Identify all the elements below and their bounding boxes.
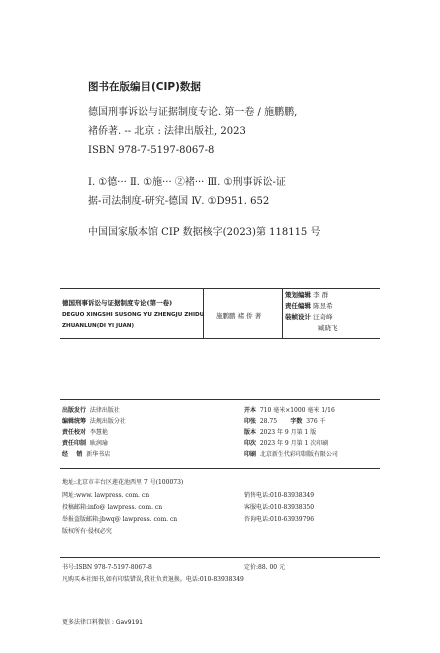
role-designer: 装帧设计 汪奇峰 bbox=[285, 313, 333, 321]
cip-isbn: ISBN 978-7-5197-8067-8 bbox=[88, 145, 215, 156]
role-planning-editor: 策划编辑 李 群 bbox=[285, 291, 329, 299]
role-designer-2: 臧晓飞 bbox=[318, 324, 338, 332]
contact-inquiry-phone: 咨询电话:010-63939796 bbox=[244, 516, 315, 523]
cip-verify: 中国国家版本馆 CIP 数据核字(2023)第 118115 号 bbox=[88, 227, 321, 238]
publish-row-format: 开本 710 毫米×1000 毫米 1/16 bbox=[244, 407, 335, 414]
publish-row-impression: 印次 2023 年 9 月第 1 次印刷 bbox=[244, 440, 329, 447]
publish-row-printer: 印刷 北京新生代彩印制版有限公司 bbox=[244, 451, 338, 458]
publish-row-proofreader: 责任校对 李慧艳 bbox=[62, 429, 108, 436]
book-pinyin-2: ZHUANLUN(DI YI JUAN) bbox=[62, 323, 135, 329]
contact-piracy-email: 举报盗版邮箱:jbwq@ lawpress. com. cn bbox=[62, 516, 178, 523]
footer-top-rule bbox=[60, 557, 380, 558]
contact-submission-email: 投稿邮箱:info@ lawpress. com. cn bbox=[62, 504, 163, 511]
publish-row-sheets: 印张 28.75 字数 376 千 bbox=[244, 418, 326, 425]
publish-row-coordinator: 编辑统筹 法规出版分社 bbox=[62, 418, 126, 425]
publish-right bbox=[244, 405, 338, 460]
contact-left bbox=[62, 490, 177, 538]
cip-title: 图书在版编目(CIP)数据 bbox=[88, 81, 201, 93]
book-title: 德国刑事诉讼与证据制度专论(第一卷) bbox=[62, 299, 173, 307]
book-pinyin-1: DEGUO XINGSHI SUSONG YU ZHENGJU ZHIDU bbox=[62, 312, 205, 318]
cip-class-line2: 据-司法制度-研究-德国 Ⅳ. ①D951. 652 bbox=[88, 196, 270, 207]
title-block-top-rule bbox=[60, 288, 380, 289]
book-authors: 施鹏鹏 褚 侨 著 bbox=[216, 312, 262, 320]
publish-top-rule bbox=[60, 399, 380, 400]
footer-note: 凡购买本社图书,如有印装错误,我社负责退换。电话:010-83938349 bbox=[62, 576, 244, 583]
publish-row-distributor: 经 销 新华书店 bbox=[62, 451, 111, 458]
editor-roles bbox=[285, 290, 338, 334]
contact-copyright: 版权所有·侵权必究 bbox=[62, 528, 112, 535]
publish-row-publisher: 出版发行 法律出版社 bbox=[62, 407, 120, 414]
publish-row-printing-supervisor: 责任印制 耿润瑜 bbox=[62, 440, 108, 447]
publish-bottom-rule bbox=[60, 468, 380, 469]
watermark-text: 更多法律口料微信 : Gav9191 bbox=[62, 619, 143, 626]
footer-book-no: 书号:ISBN 978-7-5197-8067-8 bbox=[62, 564, 152, 571]
publish-row-edition: 版本 2023 年 9 月第 1 版 bbox=[244, 429, 317, 436]
contact-website: 网址:www. lawpress. com. cn bbox=[62, 492, 150, 499]
contact-sales-phone: 销售电话:010-83938349 bbox=[244, 492, 315, 499]
publish-left bbox=[62, 405, 126, 460]
contact-address: 地址:北京市丰台区莲花池西里 7 号(100073) bbox=[62, 479, 184, 486]
cip-class-line1: Ⅰ. ①德··· Ⅱ. ①施··· ②褚··· Ⅲ. ①刑事诉讼-证 bbox=[88, 177, 286, 188]
role-responsible-editor: 责任编辑 陈昱希 bbox=[285, 302, 333, 310]
cip-line2: 褚侨著. -- 北京 : 法律出版社, 2023 bbox=[88, 126, 246, 137]
title-block-divider-2 bbox=[282, 288, 283, 338]
contact-right bbox=[244, 490, 314, 526]
cip-line1: 德国刑事诉讼与证据制度专论. 第一卷 / 施鹏鹏, bbox=[88, 107, 298, 118]
footer-price: 定价:88. 00 元 bbox=[244, 564, 286, 571]
title-block-bottom-rule bbox=[60, 338, 380, 339]
contact-service-phone: 客服电话:010-83938350 bbox=[244, 504, 315, 511]
